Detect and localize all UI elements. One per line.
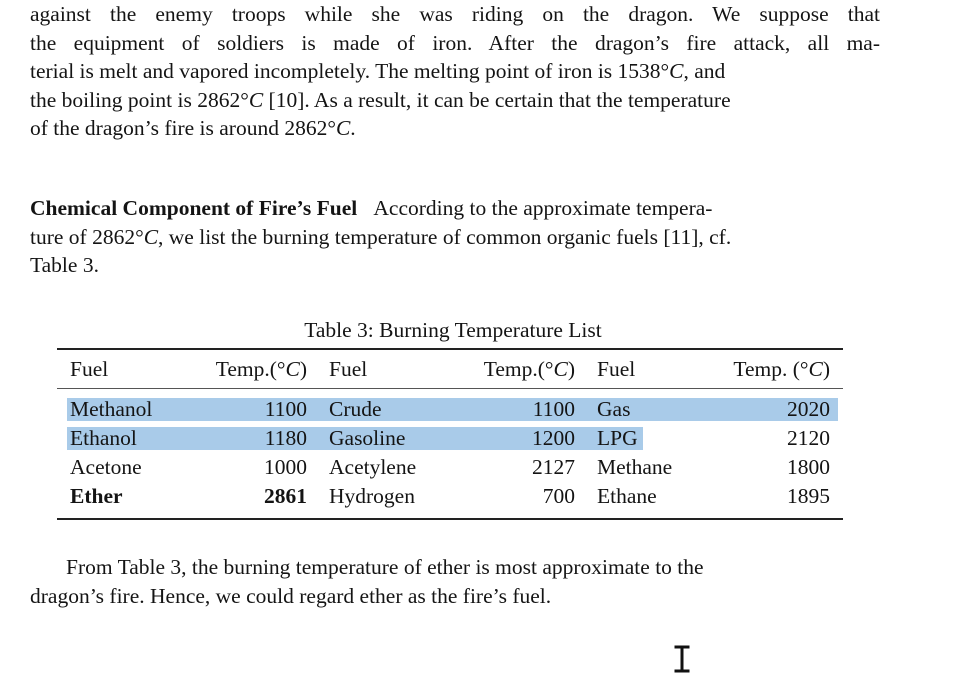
- table-cell: Ethane: [597, 484, 657, 508]
- paragraph-3: [30, 553, 880, 610]
- table-cell: Hydrogen: [329, 484, 415, 508]
- table-cell: Acetylene: [329, 455, 417, 479]
- header-cell: Fuel: [597, 357, 636, 381]
- paragraph-1: [30, 0, 880, 143]
- table-cell: Methanol: [70, 397, 153, 421]
- table-header-row: [57, 350, 843, 388]
- table-cell: 700: [542, 484, 575, 508]
- table-caption: Table 3: Burning Temperature List: [304, 318, 602, 342]
- paragraph-line: of the dragon’s fire is around 2862°C.: [30, 116, 356, 141]
- table-cell: 1200: [532, 426, 575, 450]
- table-row: [57, 453, 843, 482]
- header-cell: Temp.(°C): [483, 357, 575, 381]
- table-bottom-rule: [57, 518, 843, 520]
- paragraph-line: terial is melt and vapored incompletely. The melting point of iron is 1538°C, and: [30, 59, 726, 84]
- paragraph-line: ture of 2862°C, we list the burning temperature of common organic fuels [11], cf.: [30, 224, 732, 249]
- paragraph-2: [30, 194, 880, 280]
- table-row: [57, 482, 843, 511]
- table-cell: Methane: [597, 455, 673, 479]
- table-cell: 1100: [532, 397, 575, 421]
- table-cell: 1800: [787, 455, 830, 479]
- paragraph-line: Table 3.: [30, 253, 99, 278]
- paragraph-line: Chemical Component of Fire’s Fuel According to the approximate tempera-: [30, 196, 713, 220]
- paragraph-line: the boiling point is 2862°C [10]. As a result, it can be certain that the temperature: [30, 87, 731, 112]
- paragraph-line: dragon’s fire. Hence, we could regard ether as the fire’s fuel.: [30, 583, 552, 608]
- header-cell: Fuel: [329, 357, 368, 381]
- table-cell: 2120: [787, 426, 830, 450]
- table-cell: 2861: [264, 484, 307, 508]
- paragraph-line: against the enemy troops while she was riding on the dragon. We suppose that: [30, 2, 880, 26]
- table-cell: 1895: [787, 484, 830, 508]
- header-cell: Fuel: [70, 357, 109, 381]
- table-cell: 1000: [264, 455, 307, 479]
- table-row: [57, 395, 843, 424]
- text-cursor-icon: [673, 644, 691, 674]
- table-cell: Gasoline: [329, 426, 406, 450]
- table-cell: Gas: [597, 397, 631, 421]
- table-cell: 2127: [532, 455, 575, 479]
- table-cell: 1100: [264, 397, 307, 421]
- text-selection-highlight: [67, 398, 838, 421]
- table-cell: Ether: [70, 484, 123, 508]
- paragraph-line: the equipment of soldiers is made of iron. After the dragon’s fire attack, all ma-: [30, 30, 880, 55]
- table-cell: Crude: [329, 397, 382, 421]
- table-cell: LPG: [597, 426, 638, 450]
- table-cell: 1180: [264, 426, 307, 450]
- burning-temperature-table: [57, 348, 843, 520]
- table-cell: Acetone: [70, 455, 142, 479]
- header-cell: Temp.(°C): [215, 357, 307, 381]
- header-cell: Temp. (°C): [733, 357, 830, 381]
- table-row: [57, 424, 843, 453]
- section-heading: Chemical Component of Fire’s Fuel: [30, 196, 358, 220]
- paragraph-line: From Table 3, the burning temperature of ether is most approximate to the: [66, 555, 704, 579]
- table-cell: 2020: [787, 397, 830, 421]
- table-cell: Ethanol: [70, 426, 137, 450]
